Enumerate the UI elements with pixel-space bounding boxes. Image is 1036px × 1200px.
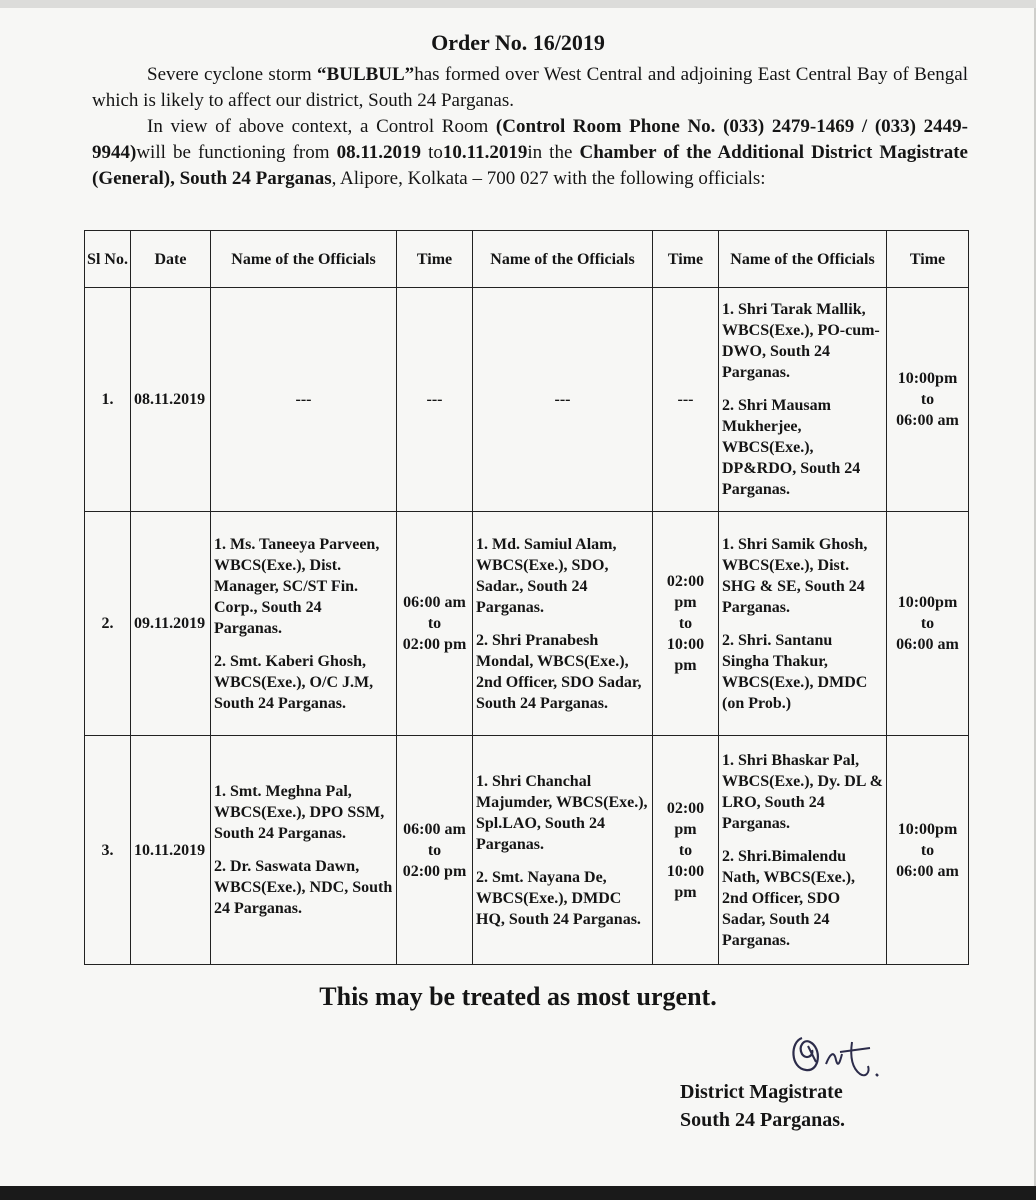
paragraph-cyclone: Severe cyclone storm “BULBUL”has formed over West Central and adjoining East Central Bay of Bengal which is likely to affect our district, South 24 Parganas.	[92, 64, 968, 111]
time-cell: 02:00 pm to 10:00 pm	[653, 736, 719, 965]
official-entry: 1. Shri Bhaskar Pal, WBCS(Exe.), Dy. DL & LRO, South 24 Parganas.	[722, 751, 883, 832]
officials-cell	[473, 736, 653, 965]
time-cell: 10:00pm to 06:00 am	[887, 288, 969, 512]
storm-name: “BULBUL”	[317, 64, 415, 85]
officials-cell	[719, 288, 887, 512]
date-cell: 08.11.2019	[131, 288, 211, 512]
officials-cell-empty: ---	[211, 288, 397, 512]
sl-cell: 1.	[85, 288, 131, 512]
time-cell: 02:00 pm to 10:00 pm	[653, 512, 719, 736]
table-header-row	[85, 231, 969, 288]
header-sl-no: Sl No.	[85, 231, 131, 288]
date-cell: 09.11.2019	[131, 512, 211, 736]
urgency-note: This may be treated as most urgent.	[319, 982, 717, 1011]
header-time-2: Time	[653, 231, 719, 288]
sl-cell: 2.	[85, 512, 131, 736]
date-cell: 10.11.2019	[131, 736, 211, 965]
officials-cell	[719, 736, 887, 965]
header-officials-3: Name of the Officials	[719, 231, 887, 288]
header-time-1: Time	[397, 231, 473, 288]
table-row	[85, 736, 969, 965]
official-entry: 2. Shri Pranabesh Mondal, WBCS(Exe.), 2nd Officer, SDO Sadar, South 24 Parganas.	[476, 631, 642, 712]
order-title: Order No. 16/2019	[431, 30, 605, 55]
time-cell-empty: ---	[653, 288, 719, 512]
bottom-edge	[0, 1186, 1036, 1200]
time-cell: 06:00 am to 02:00 pm	[397, 512, 473, 736]
signature-block	[680, 1078, 845, 1134]
signatory-district: South 24 Parganas.	[680, 1109, 846, 1131]
official-entry: 2. Shri.Bimalendu Nath, WBCS(Exe.), 2nd Officer, SDO Sadar, South 24 Parganas.	[722, 847, 856, 949]
official-entry: 1. Shri Tarak Mallik, WBCS(Exe.), PO-cum-DWO, South 24 Parganas.	[722, 301, 880, 381]
official-entry: 2. Smt. Nayana De, WBCS(Exe.), DMDC HQ, South 24 Parganas.	[476, 868, 641, 928]
table-row	[85, 288, 969, 512]
official-entry: 1. Shri Chanchal Majumder, WBCS(Exe.), Spl.LAO, South 24 Parganas.	[476, 772, 648, 853]
header-time-3: Time	[887, 231, 969, 288]
official-entry: 2. Shri Mausam Mukherjee, WBCS(Exe.), DP&RDO, South 24 Parganas.	[722, 397, 861, 498]
officials-cell	[211, 736, 397, 965]
signatory-designation: District Magistrate	[680, 1081, 843, 1103]
control-room-phones: (Control Room Phone No. (033) 2479-1469 / (033) 2449-9944)	[92, 116, 968, 163]
top-edge	[0, 0, 1036, 8]
officials-cell-empty: ---	[473, 288, 653, 512]
official-entry: 2. Smt. Kaberi Ghosh, WBCS(Exe.), O/C J.M, South 24 Parganas.	[214, 652, 374, 712]
duty-roster-table	[84, 230, 969, 965]
official-entry: 1. Ms. Taneeya Parveen, WBCS(Exe.), Dist. Manager, SC/ST Fin. Corp., South 24 Parganas.	[214, 535, 380, 637]
official-entry: 1. Md. Samiul Alam, WBCS(Exe.), SDO, Sadar., South 24 Parganas.	[476, 535, 617, 616]
official-entry: 1. Shri Samik Ghosh, WBCS(Exe.), Dist. SHG & SE, South 24 Parganas.	[722, 535, 868, 616]
officials-cell	[719, 512, 887, 736]
time-cell: 10:00pm to 06:00 am	[887, 512, 969, 736]
chamber-location: Chamber of the Additional District Magistrate (General), South 24 Parganas	[92, 142, 968, 189]
official-entry: 2. Shri. Santanu Singha Thakur, WBCS(Exe.), DMDC (on Prob.)	[722, 631, 868, 712]
official-entry: 1. Smt. Meghna Pal, WBCS(Exe.), DPO SSM, South 24 Parganas.	[214, 783, 385, 842]
time-cell: 10:00pm to 06:00 am	[887, 736, 969, 965]
time-cell-empty: ---	[397, 288, 473, 512]
officials-cell	[473, 512, 653, 736]
to-date: 10.11.2019	[442, 142, 528, 163]
header-date: Date	[131, 231, 211, 288]
table-row	[85, 512, 969, 736]
official-entry: 2. Dr. Saswata Dawn, WBCS(Exe.), NDC, South 24 Parganas.	[214, 858, 393, 917]
officials-cell	[211, 512, 397, 736]
sl-cell: 3.	[85, 736, 131, 965]
header-officials-1: Name of the Officials	[211, 231, 397, 288]
from-date: 08.11.2019	[336, 142, 422, 163]
header-officials-2: Name of the Officials	[473, 231, 653, 288]
paragraph-control-room: In view of above context, a Control Room (Control Room Phone No. (033) 2479-1469 / (033) 2449-9944)will be functioning from 08.11.2019 to10.11.2019in the Chamber of the Additional District Magistrate (General), South 24 Parganas, Alipore, Kolkata – 700 027 with the following officials:	[92, 116, 968, 189]
time-cell: 06:00 am to 02:00 pm	[397, 736, 473, 965]
